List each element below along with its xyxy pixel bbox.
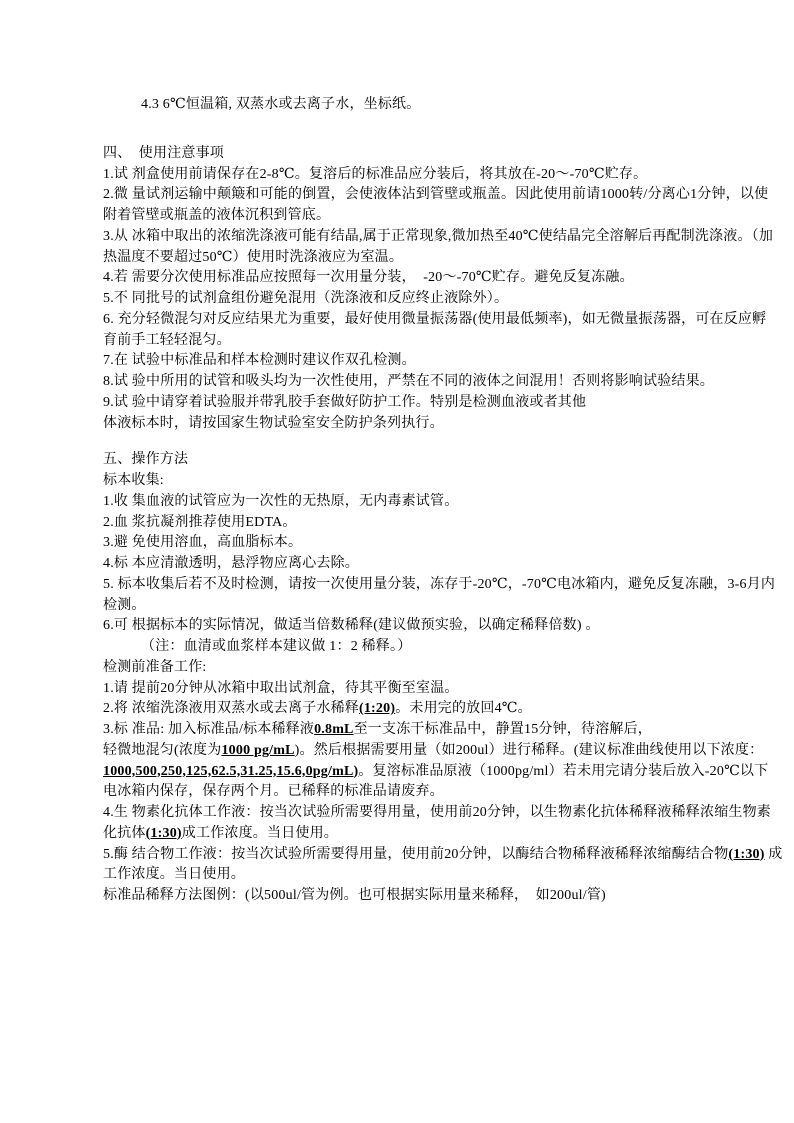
text-line — [103, 165, 703, 186]
text-run: 2.将 浓缩洗涤液用双蒸水或去离子水稀释 — [103, 701, 359, 717]
list-item-4-3 — [103, 95, 703, 116]
text-run: 检测前准备工作: — [103, 659, 207, 675]
blank-line — [103, 434, 703, 450]
text-run: 五、操作方法 — [103, 452, 189, 468]
text-line — [103, 533, 703, 554]
text-run: （注：血清或血浆样本建议做 1：2 稀释。） — [141, 639, 412, 654]
text-line — [103, 679, 703, 700]
text-run: 热温度不要超过50℃）使用时洗涤液应为室温。 — [103, 249, 404, 265]
bold-underline-text: (1:30) — [728, 846, 765, 862]
text-run: 2.微 量试剂运输中颠簸和可能的倒置，会使液体沾到管壁或瓶盖。因此使用前请1000转/分离心1分钟，以使 — [103, 187, 769, 203]
text-run: 育前手工轻轻混匀。 — [103, 332, 231, 348]
text-run: 附着管壁或瓶盖的液体沉积到管底。 — [103, 208, 331, 223]
figure-caption — [103, 886, 703, 907]
text-run: 3.从 冰箱中取出的浓缩洗涤液可能有结晶,属于正常现象,微加热至40℃使结晶完全溶解后再配制洗涤液。（加 — [103, 228, 774, 244]
text-run: 3.避 免使用溶血，高血脂标本。 — [103, 535, 303, 551]
bold-underline-text: (1:30) — [145, 825, 182, 841]
text-run: 3.标 准品: 加入标准品/标本稀释液 — [103, 722, 315, 737]
text-run: 。未用完的放回4℃。 — [395, 701, 532, 717]
text-run: 体液标本时，请按国家生物试验室安全防护条列执行。 — [103, 415, 444, 431]
text-run: 检测。 — [103, 597, 146, 613]
text-line — [103, 596, 703, 617]
text-run: 8.试 验中所用的试管和吸头均为一次性使用，严禁在不同的液体之间混用！否则将影响试验结果。 — [103, 374, 714, 389]
text-run: 轻微地混匀(浓度为 — [103, 742, 222, 758]
text-run: 4.3 6℃恒温箱, 双蒸水或去离子水，坐标纸。 — [141, 97, 421, 112]
text-line — [103, 185, 769, 206]
text-line — [103, 741, 764, 762]
subheading-specimen-collection — [103, 471, 703, 492]
text-run: 化抗体 — [103, 825, 146, 841]
text-run: 7.在 试验中标准品和样本检测时建议作双孔检测。 — [103, 353, 416, 369]
blank-line — [103, 116, 703, 144]
text-run: 5.不 同批号的试剂盒组份避免混用（洗涤液和反应终止液除外）。 — [103, 291, 509, 306]
text-line — [103, 720, 703, 741]
text-run: 4.若 需要分次使用标准品应按照每一次用量分装， -20～-70℃贮存。避免反复冻融。 — [103, 270, 634, 286]
text-run: 工作浓度。当日使用。 — [103, 867, 245, 883]
text-run: 电冰箱内保存，保存两个月。已稀释的标准品请废弃。 — [103, 784, 444, 800]
text-line — [103, 845, 783, 866]
text-run: 4.标 本应清澈透明，悬浮物应离心去除。 — [103, 556, 359, 571]
text-line — [103, 248, 703, 269]
text-run: 。复溶标准品原液（1000pg/ml）若未用完请分装后放入-20℃以下 — [358, 763, 769, 779]
text-run: 四、 使用注意事项 — [103, 145, 224, 161]
text-line — [103, 762, 769, 783]
text-line — [103, 268, 703, 289]
bold-underline-text: 1000,500,250,125,62.5,31.25,15.6,0pg/mL) — [103, 763, 359, 779]
text-run: 2.血 浆抗凝剂推荐使用EDTA。 — [103, 514, 297, 530]
text-line — [103, 824, 703, 845]
text-line — [103, 575, 776, 596]
text-line — [103, 865, 703, 886]
text-run: 5.酶 结合物工作液：按当次试验所需要得用量，使用前20分钟，以酶结合物稀释液稀释浓缩酶结合物 — [103, 846, 729, 862]
text-line — [103, 310, 767, 331]
text-line — [103, 803, 771, 824]
text-run: 4.生 物素化抗体工作液：按当次试验所需要得用量，使用前20分钟，以生物素化抗体稀释液稀释浓缩生物素 — [103, 805, 771, 820]
text-run: 成工作浓度。当日使用。 — [181, 825, 338, 841]
section-heading-5 — [103, 450, 703, 471]
text-run: 6.可 根据标本的实际情况，做适当倍数稀释(建议做预实验，以确定稀释倍数) 。 — [103, 618, 600, 634]
text-run: 标本收集: — [103, 473, 164, 488]
text-run: 至一支冻干标准品中，静置15分钟，待溶解后， — [353, 722, 652, 737]
text-run: 1.请 提前20分钟从冰箱中取出试剂盒，待其平衡至室温。 — [103, 680, 459, 696]
text-run: 1.试 剂盒使用前请保存在2-8℃。复溶后的标准品应分装后，将其放在-20～-70℃贮存。 — [103, 166, 648, 182]
text-line — [103, 372, 714, 393]
text-run: 1.收 集血液的试管应为一次性的无热原，无内毒素试管。 — [103, 493, 459, 509]
text-line — [103, 227, 774, 248]
text-line — [103, 782, 703, 803]
text-line — [103, 699, 703, 720]
note-line — [103, 637, 703, 658]
text-line — [103, 206, 703, 227]
text-line — [103, 351, 703, 372]
text-line — [103, 414, 703, 435]
text-line — [103, 513, 703, 534]
document-body — [103, 95, 783, 907]
text-line — [103, 393, 703, 414]
text-line — [103, 289, 703, 310]
text-line — [103, 554, 703, 575]
text-run: 成 — [764, 846, 783, 862]
section-heading-4 — [103, 144, 703, 165]
text-run: 6. 充分轻微混匀对反应结果尤为重要，最好使用微量振荡器(使用最低频率)，如无微量振荡器，可在反应孵 — [103, 311, 767, 327]
subheading-preparation — [103, 658, 703, 679]
text-line — [103, 492, 703, 513]
text-run: )。然后根据需要用量（如200ul）进行稀释。(建议标准曲线使用以下浓度： — [294, 742, 764, 758]
text-run: 5. 标本收集后若不及时检测，请按一次使用量分装，冻存于-20℃，-70℃电冰箱内，避免反复冻融，3-6月内 — [103, 576, 776, 592]
text-line — [103, 616, 703, 637]
bold-underline-text: (1:20) — [359, 701, 396, 717]
bold-underline-text: 1000 pg/mL — [221, 742, 295, 758]
text-run: 9.试 验中请穿着试验服并带乳胶手套做好防护工作。特别是检测血液或者其他 — [103, 394, 587, 410]
text-run: 标准品稀释方法图例：(以500ul/管为例。也可根据实际用量来稀释， 如200ul/管) — [103, 888, 606, 903]
text-line — [103, 331, 703, 352]
bold-underline-text: 0.8mL — [314, 722, 354, 737]
